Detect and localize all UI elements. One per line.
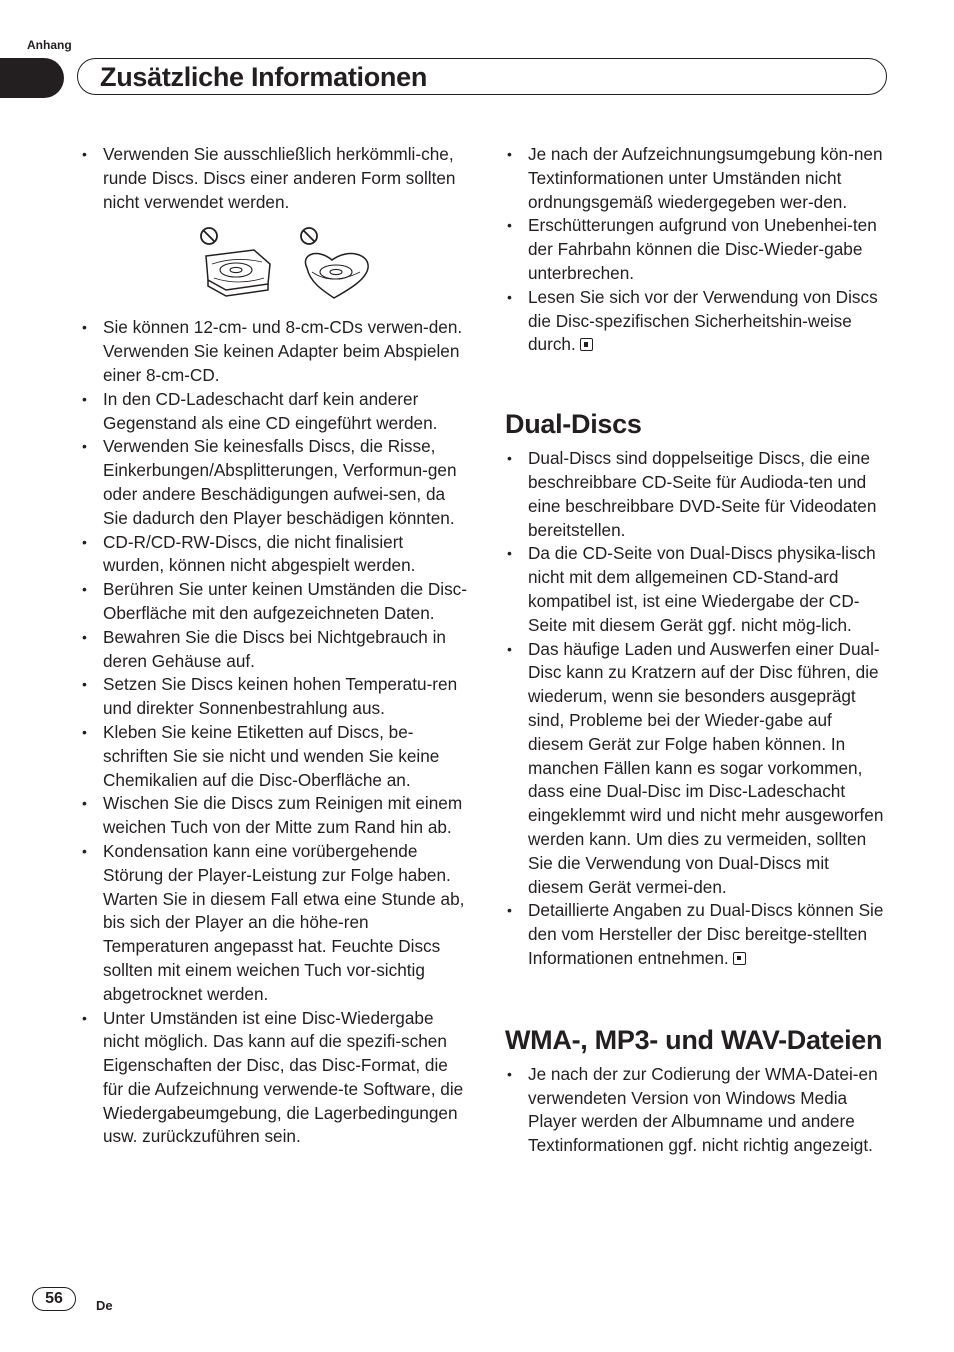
list-item [80,578,468,626]
bullet-icon: • [507,545,512,562]
bullet-icon: • [82,842,87,859]
bullet-list-continued [505,143,889,357]
list-item-text: Kondensation kann eine vorübergehende Störung der Player-Leistung zur Folge haben. Warten Sie in diesem Fall etwa eine Stunde ab, bis sich der Player an die höhe-ren Temperaturen angepasst hat. Feuchte Discs sollten mit einem weichen Tuch vor-sichtig abgetrocknet werden. [103,840,465,1004]
list-item [80,840,468,1007]
list-item [80,721,468,792]
list-item [80,1007,468,1150]
list-item [80,531,468,579]
list-item-text: Verwenden Sie keinesfalls Discs, die Risse, Einkerbungen/Absplitterungen, Verformun-gen oder andere Beschädigungen aufwei-sen, da Sie dadurch den Player beschädigen könnten. [103,436,457,528]
list-item [505,214,889,285]
bullet-icon: • [507,288,512,305]
page-number: 56 [32,1287,76,1311]
list-item-text: Detaillierte Angaben zu Dual-Discs können Sie den vom Hersteller der Disc bereitge-stellten Informationen entnehmen. [528,900,884,968]
list-item-text: Berühren Sie unter keinen Umständen die Disc-Oberfläche mit den aufgezeichneten Daten. [103,579,467,623]
disc-shape-figure [80,224,468,312]
dual-discs-list [505,447,889,971]
bullet-list-top [80,143,468,214]
list-item-text: In den CD-Ladeschacht darf kein anderer Gegenstand als eine CD eingeführt werden. [103,388,438,433]
list-item [80,435,468,530]
list-item [505,542,889,637]
bullet-icon: • [507,640,512,657]
dual-discs-heading: Dual-Discs [505,409,642,440]
left-column [80,143,468,1149]
list-item [80,388,468,436]
prohibited-icon [201,228,217,244]
list-item-text: Unter Umständen ist eine Disc-Wiedergabe nicht möglich. Das kann auf die spezifi-schen Eigenschaften der Disc, das Disc-Format, die für die Aufzeichnung verwende-te Software, die Wiedergabeumgebung, die Lagerbedingungen usw. zurückzuführen sein. [103,1007,464,1147]
list-item [80,792,468,840]
end-of-section-icon [580,338,593,351]
section-label: Anhang [27,38,72,52]
right-column [505,143,889,1158]
list-item [80,143,468,214]
list-item [505,143,889,214]
wma-heading: WMA-, MP3- und WAV-Dateien [505,1024,883,1055]
list-item-text: Je nach der zur Codierung der WMA-Datei-en verwendeten Version von Windows Media Player werden der Albumname und andere Textinformationen ggf. nicht richtig angezeigt. [528,1063,878,1156]
prohibited-icon [301,228,317,244]
title-bar [77,58,887,95]
list-item-text: Erschütterungen aufgrund von Unebenhei-ten der Fahrbahn können die Disc-Wieder-gabe unterbrechen. [528,215,877,283]
heart-disc-icon [305,254,368,298]
bullet-icon: • [82,1009,87,1026]
bullet-icon: • [82,628,87,645]
bullet-list-main [80,316,468,1149]
list-item [505,447,889,542]
list-item-text: Das häufige Laden und Auswerfen einer Dual-Disc kann zu Kratzern auf der Disc führen, die wiederum, wenn sie besonders ausgeprägt sind, Probleme bei der Wieder-gabe auf diesem Gerät zur Folge haben können. In manchen Fällen kann es sogar vorkommen, dass eine Dual-Disc im Disc-Ladeschacht eingeklemmt wird und nicht mehr ausgeworfen werden kann. Um dies zu vermeiden, sollten Sie die Verwendung von Dual-Discs mit diesem Gerät vermei-den. [528,638,884,897]
bullet-icon: • [507,146,512,162]
page-title: Zusätzliche Informationen [100,62,428,92]
list-item [505,638,889,900]
section-tab [0,58,64,98]
list-item-text: Sie können 12-cm- und 8-cm-CDs verwen-den. Verwenden Sie keinen Adapter beim Abspielen einer 8-cm-CD. [103,317,463,385]
bullet-icon: • [82,146,87,162]
list-item-text: Da die CD-Seite von Dual-Discs physika-lisch nicht mit dem allgemeinen CD-Stand-ard kompatibel ist, ist eine Wiedergabe der CD-Seite mit diesem Gerät ggf. nicht mög-lich. [528,543,876,635]
list-item-text: Wischen Sie die Discs zum Reinigen mit einem weichen Tuch von der Mitte zum Rand hin ab. [103,793,463,838]
end-of-section-icon [733,952,746,965]
list-item [80,673,468,721]
bullet-icon: • [82,533,87,550]
bullet-icon: • [82,390,87,407]
bullet-icon: • [82,676,87,693]
bullet-icon: • [507,1065,512,1082]
list-item [80,626,468,674]
list-item-text: Je nach der Aufzeichnungsumgebung kön-nen Textinformationen unter Umständen nicht ordnungsgemäß wiedergegeben wer-den. [528,144,883,212]
list-item-text: Kleben Sie keine Etiketten auf Discs, be-schriften Sie sie nicht und wenden Sie keine Chemikalien auf die Disc-Oberfläche an. [103,721,440,790]
list-item-text: CD-R/CD-RW-Discs, die nicht finalisiert wurden, können nicht abgespielt werden. [103,531,416,576]
list-item [505,286,889,357]
disc-shape-illustration [192,224,382,312]
bullet-icon: • [507,450,512,467]
language-code: De [96,1298,113,1313]
bullet-icon: • [507,217,512,234]
bullet-icon: • [82,581,87,598]
list-item [505,899,889,970]
square-disc-icon [206,250,270,296]
bullet-icon: • [82,723,87,740]
list-item [80,316,468,387]
list-item-text: Setzen Sie Discs keinen hohen Temperatu-ren und direkter Sonnenbestrahlung aus. [103,674,458,719]
bullet-icon: • [507,902,512,919]
bullet-icon: • [82,795,87,812]
list-item-text: Dual-Discs sind doppelseitige Discs, die eine beschreibbare CD-Seite für Audioda-ten und eine beschreibbare DVD-Seite für Videodaten bereitstellen. [528,448,877,540]
bullet-icon: • [82,438,87,455]
wma-list [505,1063,889,1158]
list-item-text: Verwenden Sie ausschließlich herkömmli-che, runde Discs. Discs einer anderen Form sollten nicht verwendet werden. [103,144,456,212]
list-item-text: Bewahren Sie die Discs bei Nichtgebrauch in deren Gehäuse auf. [103,626,446,671]
bullet-icon: • [82,319,87,336]
list-item [505,1063,889,1158]
list-item-text: Lesen Sie sich vor der Verwendung von Discs die Disc-spezifischen Sicherheitshin-weise durch. [528,286,878,355]
